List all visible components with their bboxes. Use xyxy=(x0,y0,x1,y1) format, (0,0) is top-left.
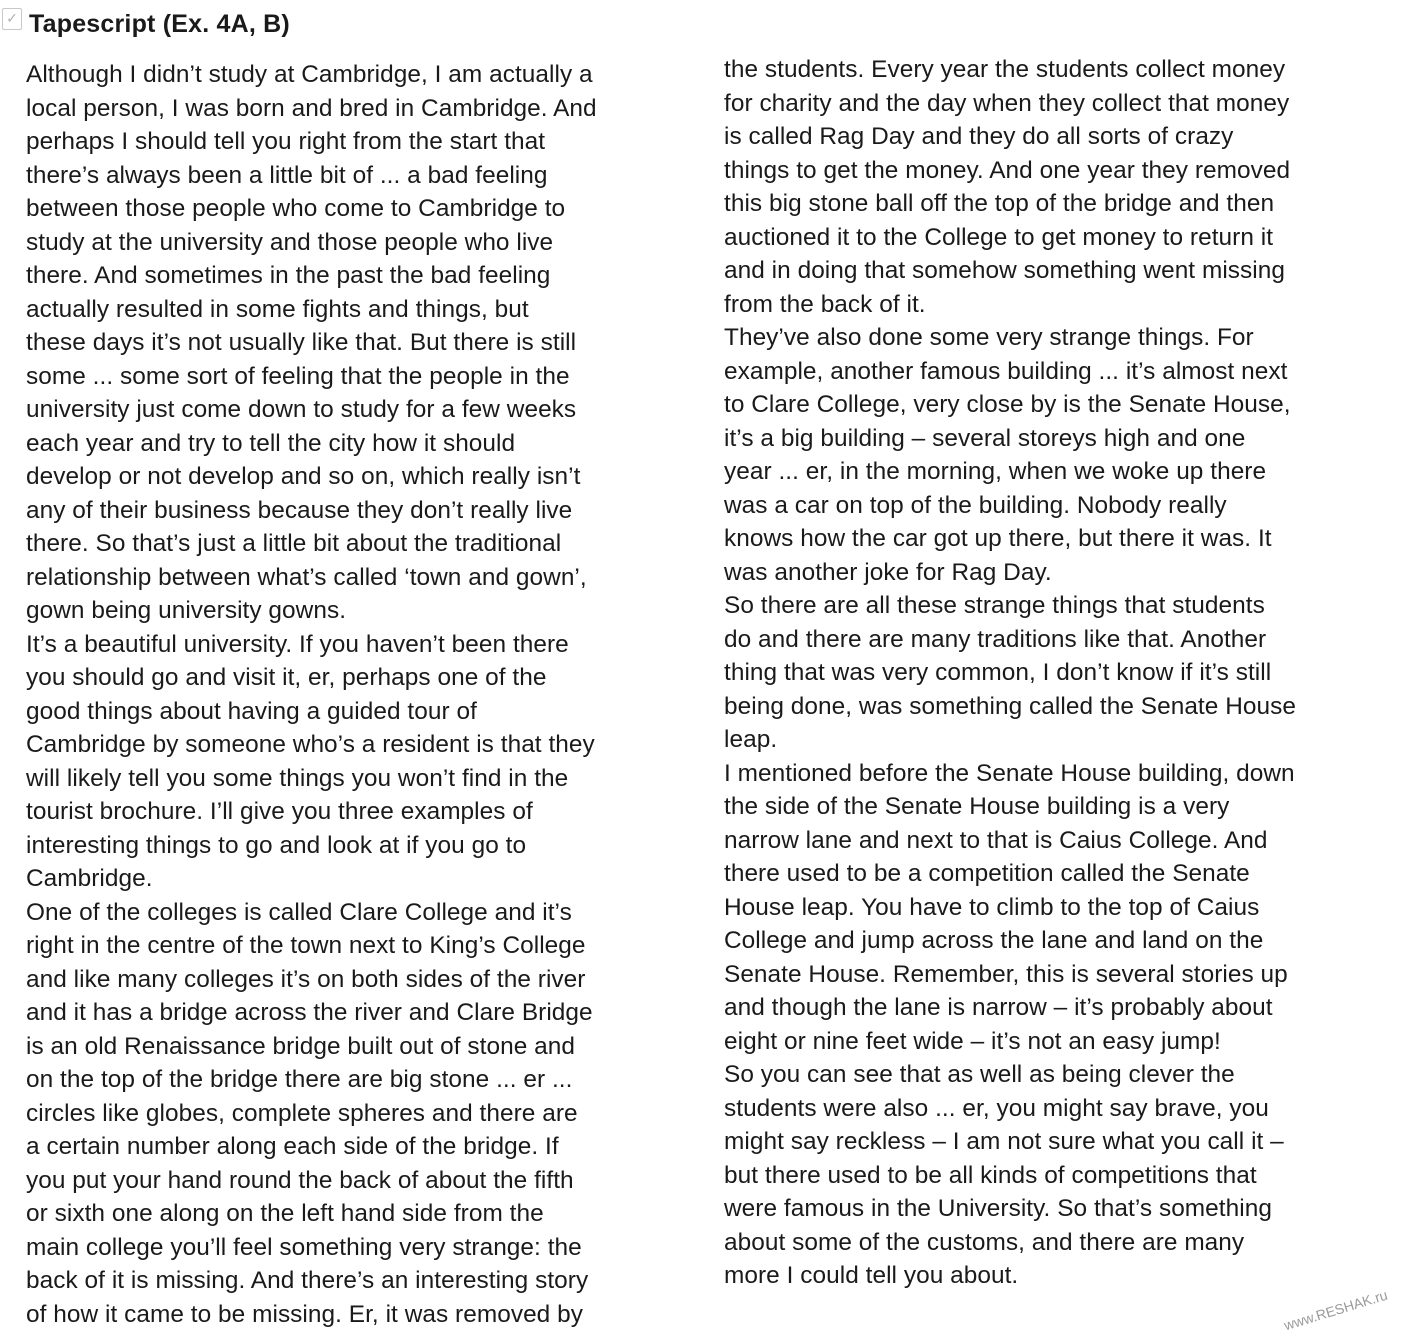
text-line: there. So that’s just a little bit about the traditional xyxy=(26,530,562,557)
text-line: I mentioned before the Senate House building, down xyxy=(724,759,1295,787)
text-line: auctioned it to the College to get money to return it xyxy=(724,223,1274,251)
text-line: perhaps I should tell you right from the start that xyxy=(26,128,546,155)
text-line: this big stone ball off the top of the bridge and then xyxy=(724,190,1275,217)
text-line: back of it is missing. And there’s an interesting story xyxy=(26,1267,589,1294)
text-line: is called Rag Day and they do all sorts of crazy xyxy=(724,123,1234,150)
text-line: Although I didn’t study at Cambridge, I am actually a xyxy=(26,61,593,88)
corner-checkmark-icon: ✓ xyxy=(2,8,22,30)
text-line: university just come down to study for a few weeks xyxy=(26,396,577,423)
text-line: from the back of it. xyxy=(724,290,926,318)
text-line: for charity and the day when they collect that money xyxy=(724,89,1290,117)
text-line: One of the colleges is called Clare College and it’s xyxy=(26,898,572,926)
text-line: Cambridge. xyxy=(26,865,153,892)
text-line: there. And sometimes in the past the bad feeling xyxy=(26,262,551,289)
text-line: any of their business because they don’t really live xyxy=(26,496,573,524)
text-line: thing that was very common, I don’t know if it’s still xyxy=(724,659,1272,686)
text-line: develop or not develop and so on, which really isn’t xyxy=(26,463,581,490)
text-line: House leap. You have to climb to the top of Caius xyxy=(724,893,1260,921)
text-line: right in the centre of the town next to King’s College xyxy=(26,932,586,959)
text-line: year ... er, in the morning, when we woke up there xyxy=(724,458,1267,485)
text-line: the students. Every year the students collect money xyxy=(724,56,1286,83)
text-line: Senate House. Remember, this is several stories up xyxy=(724,960,1288,988)
text-line: and it has a bridge across the river and Clare Bridge xyxy=(26,999,593,1026)
watermark: www.RESHAK.ru xyxy=(1282,1286,1390,1334)
text-line: local person, I was born and bred in Cambridge. And xyxy=(26,94,597,122)
text-line: gown being university gowns. xyxy=(26,597,347,624)
text-line: you should go and visit it, er, perhaps one of the xyxy=(26,664,547,691)
text-line: on the top of the bridge there are big stone ... er ... xyxy=(26,1066,573,1093)
text-line: leap. xyxy=(724,726,778,753)
text-line: eight or nine feet wide – it’s not an easy jump! xyxy=(724,1027,1221,1055)
text-line: do and there are many traditions like that. Another xyxy=(724,625,1267,653)
text-line: you put your hand round the back of about the fifth xyxy=(26,1166,574,1194)
text-line: main college you’ll feel something very strange: the xyxy=(26,1233,582,1261)
text-line: So you can see that as well as being clever the xyxy=(724,1061,1235,1088)
text-line: knows how the car got up there, but there it was. It xyxy=(724,525,1272,552)
text-line: were famous in the University. So that’s something xyxy=(724,1195,1272,1222)
text-line: to Clare College, very close by is the Senate House, xyxy=(724,391,1291,418)
text-line: was another joke for Rag Day. xyxy=(724,558,1052,586)
text-line: things to get the money. And one year they removed xyxy=(724,156,1291,184)
text-line: It’s a beautiful university. If you haven’t been there xyxy=(26,630,569,658)
text-line: and though the lane is narrow – it’s probably about xyxy=(724,994,1273,1021)
text-line: is an old Renaissance bridge built out of stone and xyxy=(26,1032,575,1060)
text-line: about some of the customs, and there are many xyxy=(724,1228,1245,1256)
left-column xyxy=(26,58,686,1331)
text-line: but there used to be all kinds of competitions that xyxy=(724,1161,1257,1189)
text-line: will likely tell you some things you won’t find in the xyxy=(26,764,569,792)
text-line: each year and try to tell the city how it should xyxy=(26,429,516,457)
text-line: interesting things to go and look at if you go to xyxy=(26,831,527,859)
text-line: actually resulted in some fights and things, but xyxy=(26,295,529,323)
text-line: So there are all these strange things that students xyxy=(724,592,1265,619)
right-column xyxy=(724,53,1384,1293)
text-line: They’ve also done some very strange things. For xyxy=(724,324,1254,351)
text-line: of how it came to be missing. Er, it was removed by xyxy=(26,1300,583,1328)
text-line: study at the university and those people who live xyxy=(26,228,554,256)
document-title: Tapescript (Ex. 4A, B) xyxy=(29,10,290,38)
text-line: relationship between what’s called ‘town and gown’, xyxy=(26,563,587,591)
text-line: some ... some sort of feeling that the people in the xyxy=(26,362,570,390)
text-line: it’s a big building – several storeys high and one xyxy=(724,424,1246,452)
text-line: a certain number along each side of the bridge. If xyxy=(26,1133,559,1160)
text-line: these days it’s not usually like that. But there is still xyxy=(26,329,577,356)
text-line: students were also ... er, you might say brave, you xyxy=(724,1094,1269,1122)
text-line: Cambridge by someone who’s a resident is that they xyxy=(26,731,595,758)
text-line: and like many colleges it’s on both sides of the river xyxy=(26,965,586,993)
text-line: tourist brochure. I’ll give you three examples of xyxy=(26,798,533,825)
text-line: the side of the Senate House building is a very xyxy=(724,793,1230,820)
text-line: good things about having a guided tour of xyxy=(26,697,477,725)
text-line: there used to be a competition called the Senate xyxy=(724,860,1250,887)
text-line: between those people who come to Cambridge to xyxy=(26,195,566,222)
text-line: was a car on top of the building. Nobody really xyxy=(724,491,1227,519)
text-line: example, another famous building ... it’s almost next xyxy=(724,357,1288,385)
text-line: there’s always been a little bit of ... a bad feeling xyxy=(26,161,548,189)
text-line: circles like globes, complete spheres and there are xyxy=(26,1099,578,1127)
text-line: College and jump across the lane and land on the xyxy=(724,927,1264,954)
text-line: or sixth one along on the left hand side from the xyxy=(26,1200,544,1227)
text-line: might say reckless – I am not sure what you call it – xyxy=(724,1128,1284,1155)
text-line: and in doing that somehow something went missing xyxy=(724,257,1285,284)
text-line: narrow lane and next to that is Caius College. And xyxy=(724,826,1268,854)
text-line: being done, was something called the Senate House xyxy=(724,692,1296,720)
text-line: more I could tell you about. xyxy=(724,1262,1019,1289)
